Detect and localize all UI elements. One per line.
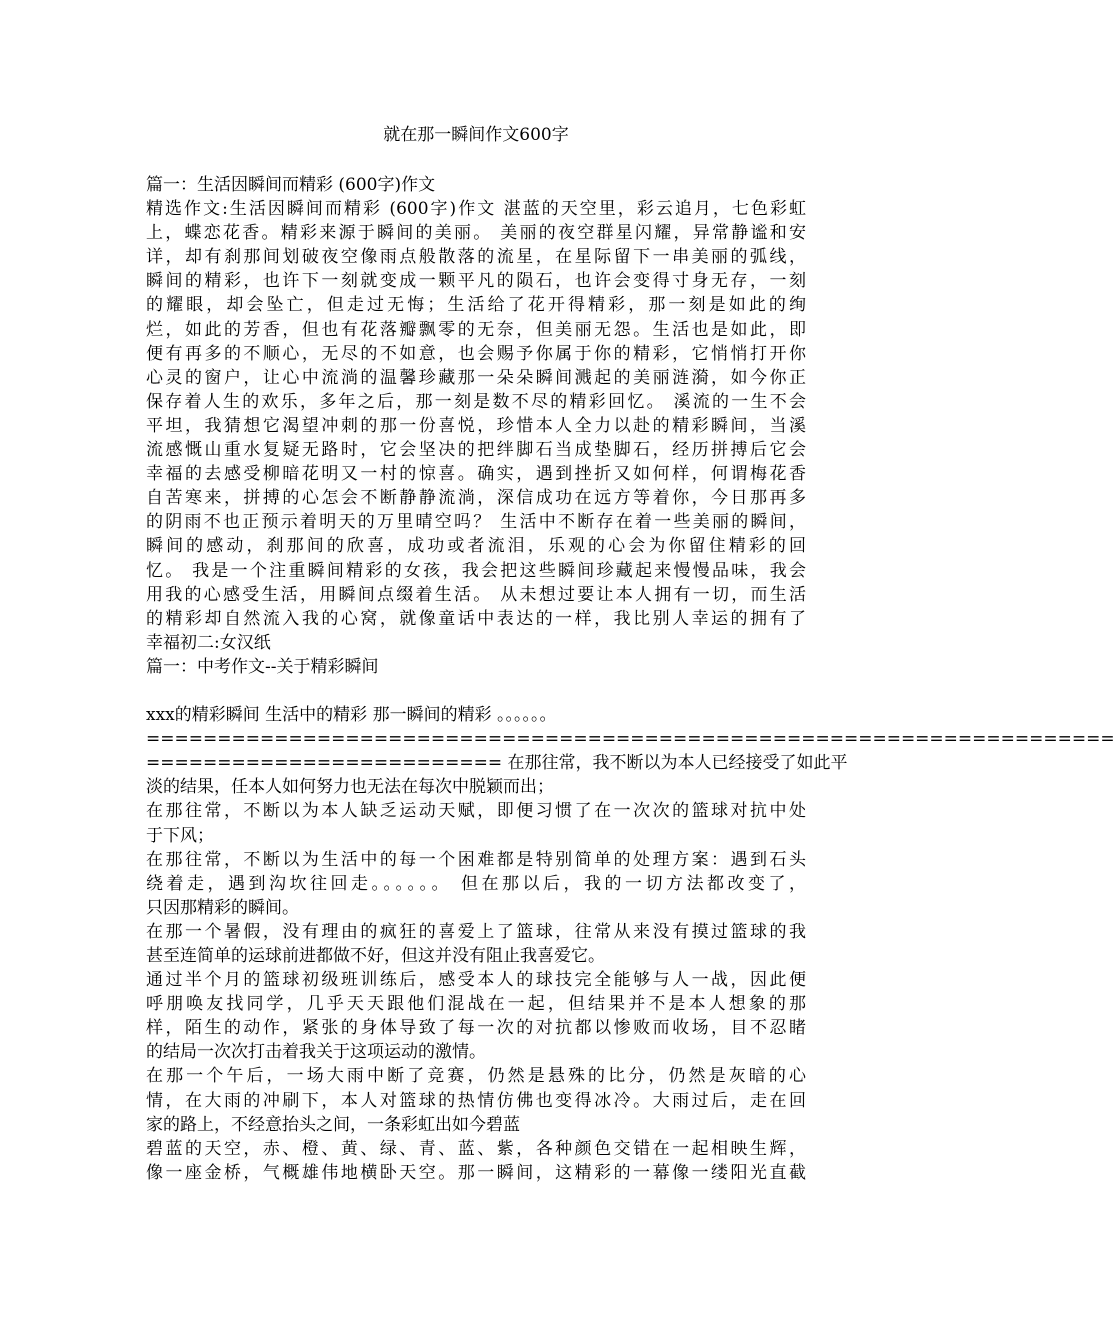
text-line: 样，陌生的动作，紧张的身体导致了每一次的对抗都以惨败而收场，目不忍睹	[146, 1018, 806, 1039]
text-line: 情，在大雨的冲刷下，本人对篮球的热情仿佛也变得冰冷。大雨过后，走在回	[146, 1090, 806, 1111]
text-line: 像一座金桥，气概雄伟地横卧天空。那一瞬间，这精彩的一幕像一缕阳光直截	[146, 1162, 806, 1183]
text-line: 流感慨山重水复疑无路时，它会坚决的把绊脚石当成垫脚石，经历拼搏后它会	[146, 440, 806, 461]
text-line: 详，却有刹那间划破夜空像雨点般散落的流星，在星际留下一串美丽的弧线，	[146, 247, 806, 268]
text-line: 的结局一次次打击着我关于这项运动的激情。	[146, 1042, 486, 1063]
text-line: 绕着走，遇到沟坎往回走。。。。。。 但在那以后，我的一切方法都改变了，	[146, 873, 806, 894]
text-line: 烂，如此的芳香，但也有花落瓣飘零的无奈，但美丽无怨。生活也是如此，即	[146, 319, 806, 340]
text-line: 便有再多的不顺心，无尽的不如意，也会赐予你属于你的精彩，它悄悄打开你	[146, 343, 806, 364]
text-line: 只因那精彩的瞬间。	[146, 897, 299, 918]
text-line: 淡的结果，任本人如何努力也无法在每次中脱颖而出；	[146, 777, 554, 798]
text-line: 甚至连简单的运球前进都做不好，但这并没有阻止我喜爱它。	[146, 946, 605, 966]
text-line: 的阴雨不也正预示着明天的万里晴空吗？ 生活中不断存在着一些美丽的瞬间，	[146, 512, 806, 533]
text-line: ========================= 在那往常，我不断以为本人已经接受了如此平	[146, 753, 848, 774]
text-line: 的精彩却自然流入我的心窝，就像童话中表达的一样，我比别人幸运的拥有了	[146, 608, 806, 629]
text-line: 瞬间的精彩，也许下一刻就变成一颗平凡的陨石，也许会变得寸身无存，一刻	[146, 271, 806, 292]
text-line: 忆。 我是一个注重瞬间精彩的女孩，我会把这些瞬间珍藏起来慢慢品味，我会	[146, 560, 806, 581]
text-line: 幸福的去感受柳暗花明又一村的惊喜。确实，遇到挫折又如何样，何谓梅花香	[146, 464, 806, 485]
text-line: 篇一：中考作文--关于精彩瞬间	[146, 656, 379, 677]
text-line: 上，蝶恋花香。精彩来源于瞬间的美丽。 美丽的夜空群星闪耀，异常静谧和安	[146, 223, 806, 244]
text-line: 用我的心感受生活，用瞬间点缀着生活。 从未想过要让本人拥有一切，而生活	[146, 584, 806, 605]
text-line: 自苦寒来，拼搏的心怎会不断静静流淌，深信成功在远方等着你，今日那再多	[146, 488, 806, 509]
text-line: 瞬间的感动，刹那间的欣喜，成功或者流泪，乐观的心会为你留住精彩的回	[146, 536, 806, 557]
document-title: 就在那一瞬间作文600字	[383, 125, 569, 145]
text-line: 精选作文:生活因瞬间而精彩 (600字)作文 湛蓝的天空里，彩云追月，七色彩虹	[146, 199, 806, 220]
text-line	[146, 679, 806, 703]
text-line: 的耀眼，却会坠亡，但走过无悔；生活给了花开得精彩，那一刻是如此的绚	[146, 295, 806, 316]
text-line: 保存着人生的欢乐，多年之后，那一刻是数不尽的精彩回忆。 溪流的一生不会	[146, 391, 806, 412]
text-line: 在那一个暑假，没有理由的疯狂的喜爱上了篮球，往常从来没有摸过篮球的我	[146, 921, 806, 942]
text-line: 碧蓝的天空，赤、橙、黄、绿、青、蓝、紫，各种颜色交错在一起相映生辉，	[146, 1138, 806, 1159]
text-line: 家的路上，不经意抬头之间，一条彩虹出如今碧蓝	[146, 1114, 520, 1135]
text-line: xxx的精彩瞬间 生活中的精彩 那一瞬间的精彩 。。。。。。	[146, 705, 557, 726]
text-line: 在那往常，不断以为生活中的每一个困难都是特别简单的处理方案：遇到石头	[146, 849, 806, 870]
text-line: 在那往常，不断以为本人缺乏运动天赋，即便习惯了在一次次的篮球对抗中处	[146, 801, 806, 822]
text-line: 幸福初二:女汉纸	[146, 632, 271, 653]
text-line: 通过半个月的篮球初级班训练后，感受本人的球技完全能够与人一战，因此便	[146, 970, 806, 991]
text-line: 在那一个午后，一场大雨中断了竞赛，仍然是悬殊的比分，仍然是灰暗的心	[146, 1066, 806, 1087]
text-line: 篇一：生活因瞬间而精彩 (600字)作文	[146, 175, 436, 195]
text-line: 于下风；	[146, 825, 214, 846]
document-body	[146, 173, 1115, 1185]
text-line: ====================================================================	[146, 729, 1115, 750]
text-line: 心灵的窗户，让心中流淌的温馨珍藏那一朵朵瞬间溅起的美丽涟漪，如今你正	[146, 367, 806, 388]
text-line: 呼朋唤友找同学，几乎天天跟他们混战在一起，但结果并不是本人想象的那	[146, 994, 806, 1015]
text-line: 平坦，我猜想它渴望冲刺的那一份喜悦，珍惜本人全力以赴的精彩瞬间，当溪	[146, 415, 806, 436]
